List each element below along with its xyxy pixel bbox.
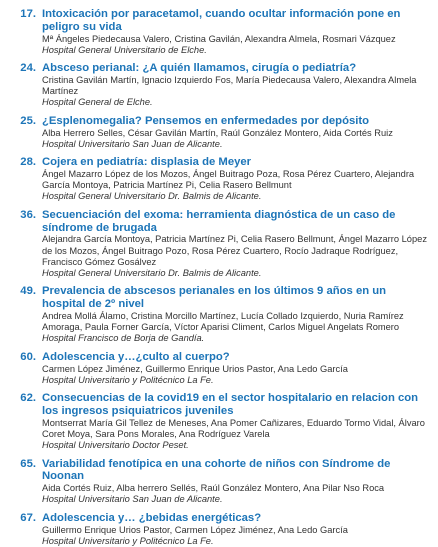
entry-36 [8,209,430,279]
entry-number: 36. [20,208,36,221]
entry-body [42,458,430,506]
entry-body [42,209,430,279]
entry-hospital: Hospital Universitario Doctor Peset. [42,440,189,451]
entry-number: 65. [20,457,36,470]
entry-body [42,351,430,386]
entry-title: Prevalencia de abscesos perianales en los últimos 9 años en un hospital de 2º nivel [42,285,387,311]
entry-hospital: Hospital Universitario y Politécnico La Fe. [42,374,214,385]
entry-body [42,285,430,344]
entry-body [42,8,430,56]
entry-authors: Alejandra García Montoya, Patricia Martínez Pi, Celia Rasero Bellmunt, Ángel Mazarro López de los Mozos, Ángel Buitrago Pozo, Rosa Pérez Cuartero, Rocío Jadraque Rodríguez, Francisco Gómez Gosálvez [42,234,427,267]
entry-24 [8,62,430,108]
entry-62 [8,392,430,451]
entry-number: 60. [20,350,36,363]
entry-49 [8,285,430,344]
entry-number: 17. [20,8,36,20]
entry-hospital: Hospital General Universitario de Elche. [42,44,207,55]
entry-hospital: Hospital Francisco de Borja de Gandía. [42,333,205,344]
entry-17 [8,8,430,56]
entry-number: 25. [20,114,36,127]
entry-hospital: Hospital General Universitario Dr. Balmis de Alicante. [42,267,262,278]
entry-25 [8,115,430,150]
entry-hospital: Hospital General de Elche. [42,97,153,108]
entry-authors: Andrea Mollá Álamo, Cristina Morcillo Martínez, Lucía Collado Izquierdo, Nuria Ramírez Amoraga, Paula Forner García, Víctor Aparisi Climent, Carlos Miguel Angelats Romero [42,310,404,333]
entry-title: Variabilidad fenotípica en una cohorte de niños con Síndrome de Noonan [42,457,391,483]
entry-title: Secuenciación del exoma: herramienta diagnóstica de un caso de síndrome de brugada [42,208,396,234]
entry-title: Absceso perianal: ¿A quién llamamos, cirugía o pediatría? [42,62,357,75]
entry-body [42,115,430,150]
entry-authors: Ángel Mazarro López de los Mozos, Ángel Buitrago Poza, Rosa Pérez Cuartero, Alejandra García Montoya, Patricia Martínez Pi, Celia Rasero Bellmunt [42,168,415,191]
entry-authors: Montserrat María Gil Tellez de Meneses, Ana Pomer Cañizares, Eduardo Tormo Vidal, Álvaro Coret Moya, Sara Pons Morales, Ana Rodríguez Varela [42,417,425,439]
entry-67 [8,512,430,547]
entry-hospital: Hospital Universitario San Juan de Alicante. [42,494,223,505]
entry-title: Consecuencias de la covid19 en el sector hospitalario en relacion con los ingresos psiquiatricos juveniles [42,392,419,417]
entry-title: Intoxicación por paracetamol, cuando ocultar información pone en peligro su vida [42,8,401,33]
entry-28 [8,156,430,202]
entry-60 [8,351,430,386]
entry-body [42,512,430,547]
entry-authors: Alba Herrero Selles, César Gavilán Martín, Raúl González Montero, Aida Cortés Ruiz [42,127,393,138]
entry-65 [8,458,430,506]
entry-authors: Cristina Gavilán Martín, Ignacio Izquierdo Fos, María Piedecausa Valero, Alexandra Almela Martínez [42,74,417,97]
entry-number: 28. [20,156,36,169]
entry-body [42,62,430,108]
entry-hospital: Hospital General Universitario Dr. Balmis de Alicante. [42,191,262,202]
entry-title: Adolescencia y…¿culto al cuerpo? [42,350,230,363]
entry-title: Cojera en pediatría: displasia de Meyer [42,156,252,169]
entry-authors: Guillermo Enrique Urios Pastor, Carmen López Jiménez, Ana Ledo García [42,524,348,535]
entry-number: 62. [20,392,36,405]
entry-title: ¿Esplenomegalia? Pensemos en enfermedades por depósito [42,114,370,127]
entry-authors: Carmen López Jiménez, Guillermo Enrique Urios Pastor, Ana Ledo García [42,363,348,374]
entry-number: 49. [20,285,36,298]
entry-authors: Mª Ángeles Piedecausa Valero, Cristina Gavilán, Alexandra Almela, Rosmari Vázquez [42,33,396,44]
entry-title: Adolescencia y… ¿bebidas energéticas? [42,511,262,524]
entry-body [42,392,430,451]
entry-authors: Aida Cortés Ruiz, Alba herrero Sellés, Raúl González Montero, Ana Pilar Nso Roca [42,483,385,494]
entry-number: 24. [20,62,36,75]
entry-hospital: Hospital Universitario y Politécnico La Fe. [42,535,214,546]
entry-body [42,156,430,202]
entry-hospital: Hospital Universitario San Juan de Alicante. [42,138,223,149]
entry-number: 67. [20,511,36,524]
